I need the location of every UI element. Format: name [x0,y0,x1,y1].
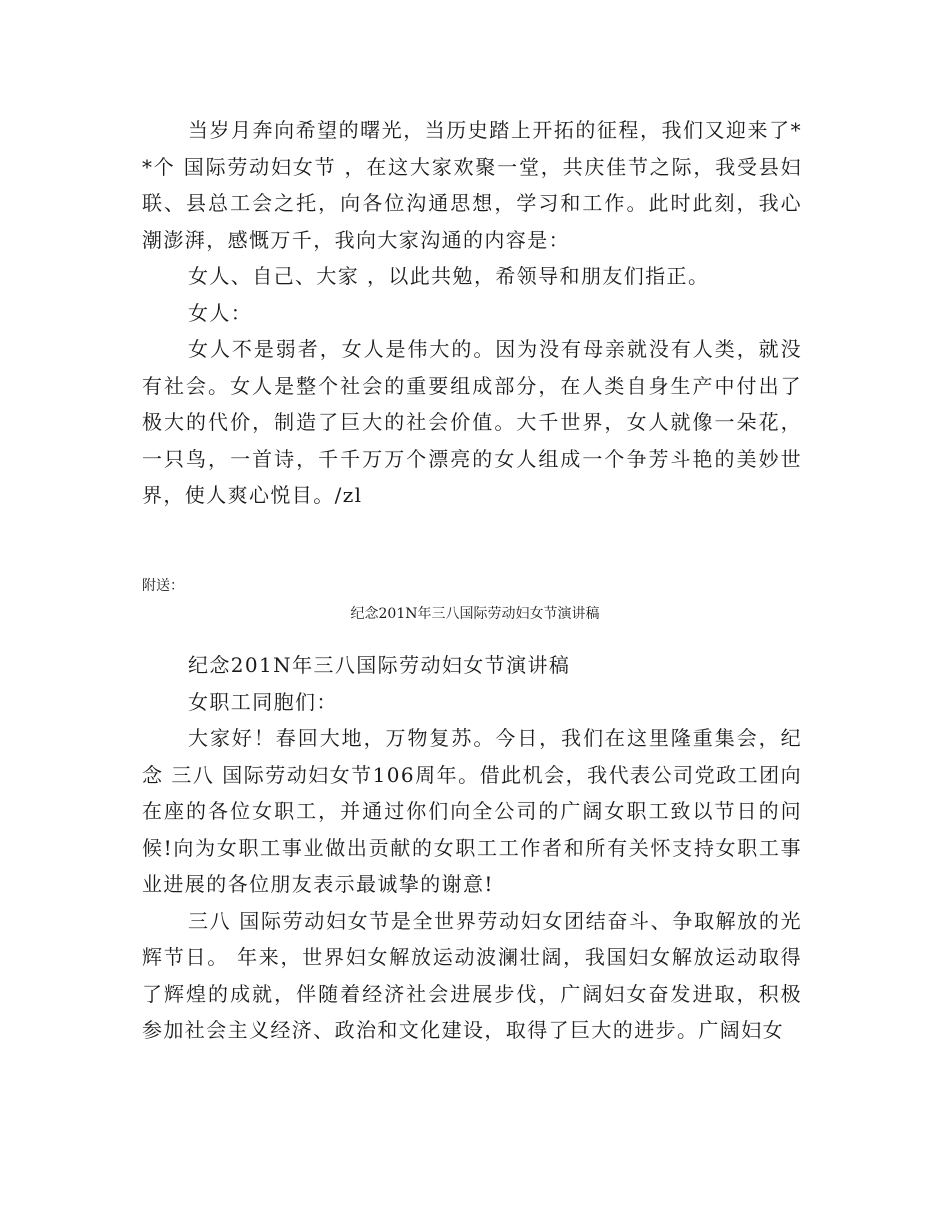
appendix-title: 纪念201N年三八国际劳动妇女节演讲稿 [350,606,600,622]
paragraph-history: 三八 国际劳动妇女节是全世界劳动妇女团结奋斗、争取解放的光辉节日。 年来，世界妇女解放运动波澜壮阔，我国妇女解放运动取得了辉煌的成就，伴随着经济社会进展步伐，广阔妇女奋发进取，积极参加社会主义经济、政治和文化建设，取得了巨大的进步。广阔妇女 [142,908,802,1042]
paragraph-salutation: 女职工同胞们： [188,689,338,714]
paragraph-greeting: 大家好！春回大地，万物复苏。今日，我们在这里隆重集会，纪念 三八 国际劳动妇女节106周年。借此机会，我代表公司党政工团向在座的各位女职工，并通过你们向全公司的广阔女职工致以节日的问候!向为女职工事业做出贡献的女职工工作者和所有关怀支持女职工事业进展的各位朋友表示最诚挚的谢意! [142,726,802,896]
paragraph-opening: 当岁月奔向希望的曙光，当历史踏上开拓的征程，我们又迎来了**个 国际劳动妇女节 ，在这大家欢聚一堂，共庆佳节之际，我受县妇联、县总工会之托，向各位沟通思想，学习和工作。此时此刻，我心潮澎湃，感慨万千，我向大家沟通的内容是： [142,118,802,252]
paragraph-speech-title: 纪念201N年三八国际劳动妇女节演讲稿 [188,653,571,677]
speech-section-1 [142,112,802,514]
speech-section-2 [142,647,802,1049]
paragraph-women-heading: 女人： [188,300,253,325]
paragraph-topics: 女人、自己、大家 ，以此共勉，希领导和朋友们指正。 [188,264,710,288]
appendix-label: 附送： [142,578,184,594]
paragraph-women-body: 女人不是弱者，女人是伟大的。因为没有母亲就没有人类，就没有社会。女人是整个社会的重要组成部分，在人类自身生产中付出了极大的代价，制造了巨大的社会价值。大千世界，女人就像一朵花，一只鸟，一首诗，千千万万个漂亮的女人组成一个争芳斗艳的美妙世界，使人爽心悦目。/zl [142,337,802,507]
